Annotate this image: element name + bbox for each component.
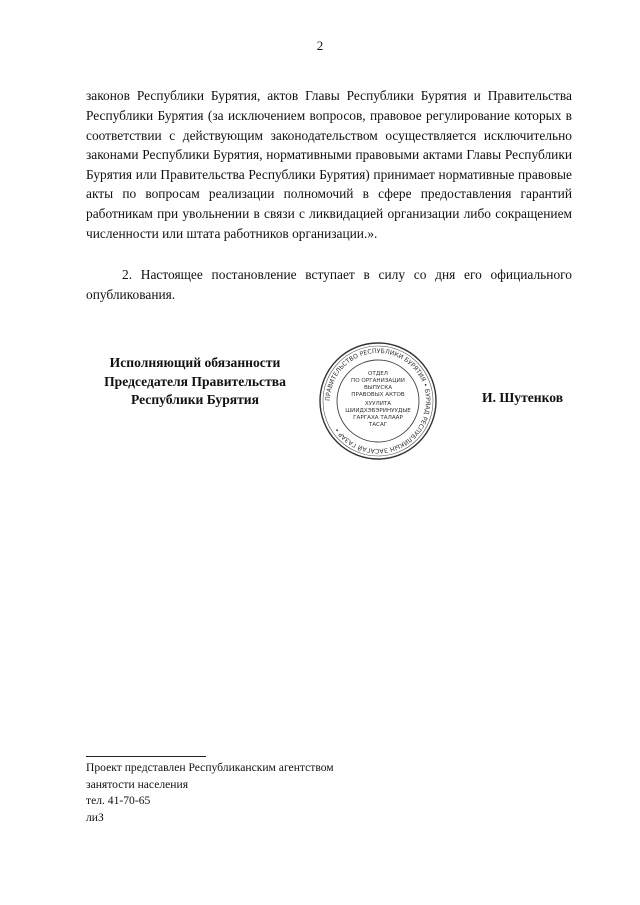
signer-title-line: Исполняющий обязанности [109, 355, 281, 370]
footnote-line: тел. 41-70-65 [86, 794, 151, 807]
signer-title-line: Республики Бурятия [130, 392, 259, 407]
seal-center-line: ПО ОРГАНИЗАЦИИ [351, 378, 405, 384]
footnote-line: занятости населения [86, 777, 189, 791]
seal-ring-text: ПРАВИТЕЛЬСТВО РЕСПУБЛИКИ БУРЯТИЯ • БУРЯАД РЕСПУБЛИКЫН ЗАСАГАЙ ГАЗАР • [324, 347, 432, 455]
signature-block [0, 340, 640, 460]
seal-center-line: ХУУЛИТА [364, 401, 392, 407]
seal-center-line: ТАСАГ [368, 422, 388, 428]
footnote-line: Проект представлен Республиканским агентством [86, 761, 334, 774]
seal-center-line: ВЫПУСКА [363, 385, 393, 391]
seal-center-line: ОТДЕЛ [368, 371, 388, 377]
seal-center-line: ГАРГАХА ТАЛААР [353, 415, 403, 421]
signer-title-line: Председателя Правительства [104, 373, 286, 389]
official-seal [317, 340, 439, 462]
body-paragraph-continuation: законов Республики Бурятия, актов Главы Республики Бурятия и Правительства Республики Бурятия (за исключением вопросов, правовое регулирование которых в соответствии с действующим законодательством осуществляется исключительно законами Республики Бурятия, нормативными правовыми актами Главы Республики Бурятия или Правительства Республики Бурятия) принимает нормативные правовые акты по вопросам реализации полномочий в сфере предоставления гарантий работникам при увольнении в связи с ликвидацией организации либо сокращением численности или штата работников организации.». [86, 88, 572, 241]
footnote-divider [86, 756, 206, 757]
body-paragraph-effective-date: 2. Настоящее постановление вступает в силу со дня его официального опубликования. [86, 267, 572, 302]
seal-center-line: ШИИДХЭБЭРИНУУДЫЕ [345, 408, 411, 414]
document-code: лиЗ [86, 811, 104, 824]
signer-name: И. Шутенков [482, 390, 564, 405]
footnote [86, 760, 334, 810]
seal-center-line: ПРАВОВЫХ АКТОВ [351, 392, 405, 398]
page-number: 2 [316, 38, 324, 53]
signer-title [80, 354, 310, 410]
